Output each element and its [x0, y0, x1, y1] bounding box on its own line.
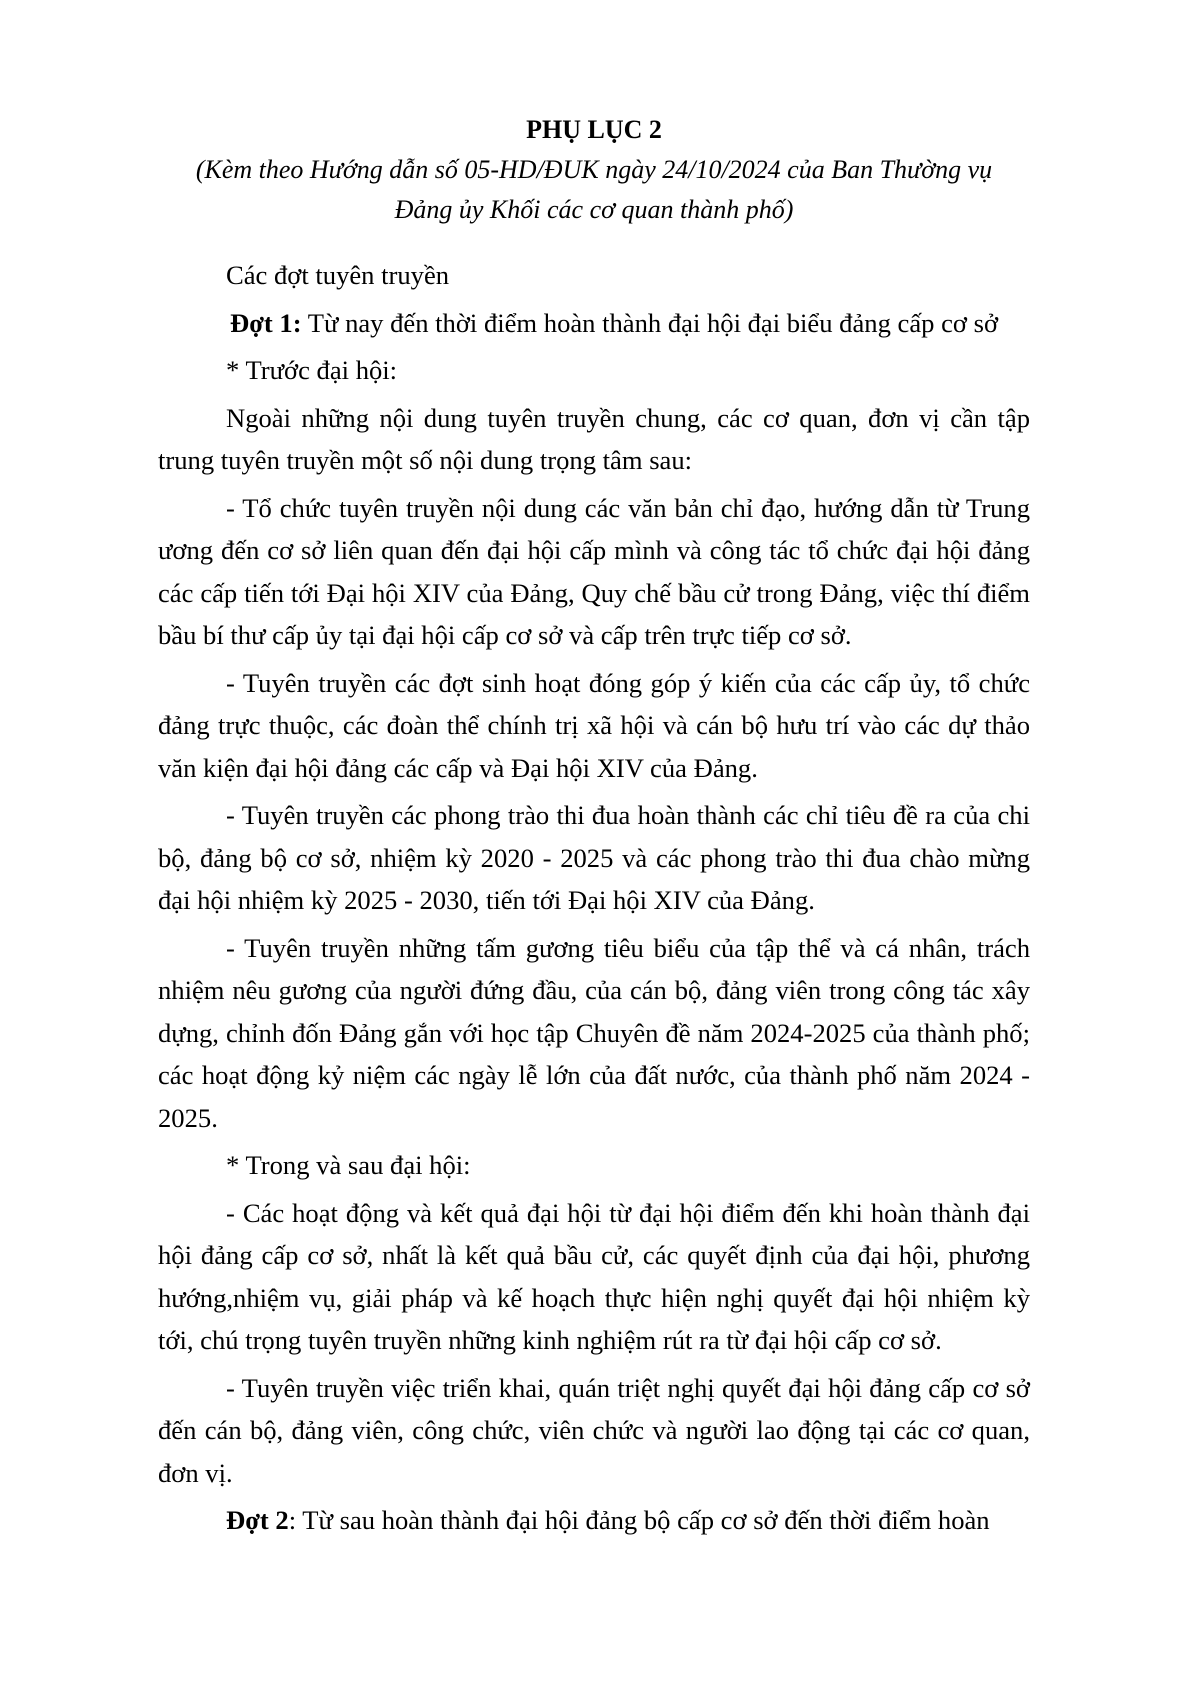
subtitle-line-1: (Kèm theo Hướng dẫn số 05-HD/ĐUK ngày 24/10/2024 của Ban Thường vụ: [195, 155, 993, 184]
dot2-heading: [158, 1499, 1030, 1542]
intro-heading: Các đợt tuyên truyền: [226, 260, 450, 290]
paragraph-after-0: - Các hoạt động và kết quả đại hội từ đại hội điểm đến khi hoàn thành đại hội đảng cấp cơ sở, nhất là kết quả bầu cử, các quyết định của đại hội, phương hướng,nhiệm vụ, giải pháp và kế hoạch thực hiện nghị quyết đại hội nhiệm kỳ tới, chú trọng tuyên truyền những kinh nghiệm rút ra từ đại hội cấp cơ sở.: [158, 1197, 1030, 1355]
paragraph-before-3: - Tuyên truyền các phong trào thi đua hoàn thành các chỉ tiêu đề ra của chi bộ, đảng bộ cơ sở, nhiệm kỳ 2020 - 2025 và các phong trào thi đua chào mừng đại hội nhiệm kỳ 2025 - 2030, tiến tới Đại hội XIV của Đảng.: [158, 800, 1030, 915]
paragraph-before-1: - Tổ chức tuyên truyền nội dung các văn bản chỉ đạo, hướng dẫn từ Trung ương đến cơ sở liên quan đến đại hội cấp mình và công tác tổ chức đại hội đảng các cấp tiến tới Đại hội XIV của Đảng, Quy chế bầu cử trong Đảng, việc thí điểm bầu bí thư cấp ủy tại đại hội cấp cơ sở và cấp trên trực tiếp cơ sở.: [158, 492, 1030, 650]
paragraph-after-1: - Tuyên truyền việc triển khai, quán triệt nghị quyết đại hội đảng cấp cơ sở đến cán bộ, đảng viên, công chức, viên chức và người lao động tại các cơ quan, đơn vị.: [158, 1372, 1030, 1488]
paragraph-before-4: - Tuyên truyền những tấm gương tiêu biểu của tập thể và cá nhân, trách nhiệm nêu gương của người đứng đầu, của cán bộ, đảng viên trong công tác xây dựng, chỉnh đốn Đảng gắn với học tập Chuyên đề năm 2024-2025 của thành phố; các hoạt động kỷ niệm các ngày lễ lớn của đất nước, của thành phố năm 2024 - 2025.: [158, 932, 1030, 1133]
before-congress-heading: * Trước đại hội:: [226, 355, 398, 385]
subtitle-line-2: Đảng ủy Khối các cơ quan thành phố): [394, 195, 794, 224]
dot2-text: : Từ sau hoàn thành đại hội đảng bộ cấp cơ sở đến thời điểm hoàn: [288, 1505, 990, 1535]
during-after-congress-heading: * Trong và sau đại hội:: [226, 1150, 471, 1180]
paragraph-before-2: - Tuyên truyền các đợt sinh hoạt đóng góp ý kiến của các cấp ủy, tổ chức đảng trực thuộc, các đoàn thể chính trị xã hội và cán bộ hưu trí vào các dự thảo văn kiện đại hội đảng các cấp và Đại hội XIV của Đảng.: [158, 667, 1030, 783]
dot2-label: Đợt 2: [226, 1505, 289, 1535]
dot1-text: Từ nay đến thời điểm hoàn thành đại hội đại biểu đảng cấp cơ sở: [301, 307, 999, 338]
document-subtitle: [158, 150, 1030, 230]
document-title: PHỤ LỤC 2: [526, 115, 662, 144]
dot1-heading: [158, 302, 1030, 345]
dot1-label: Đợt 1:: [230, 307, 302, 338]
paragraph-before-0: Ngoài những nội dung tuyên truyền chung, các cơ quan, đơn vị cần tập trung tuyên truyền một số nội dung trọng tâm sau:: [158, 402, 1030, 475]
document-body: [158, 254, 1030, 1547]
